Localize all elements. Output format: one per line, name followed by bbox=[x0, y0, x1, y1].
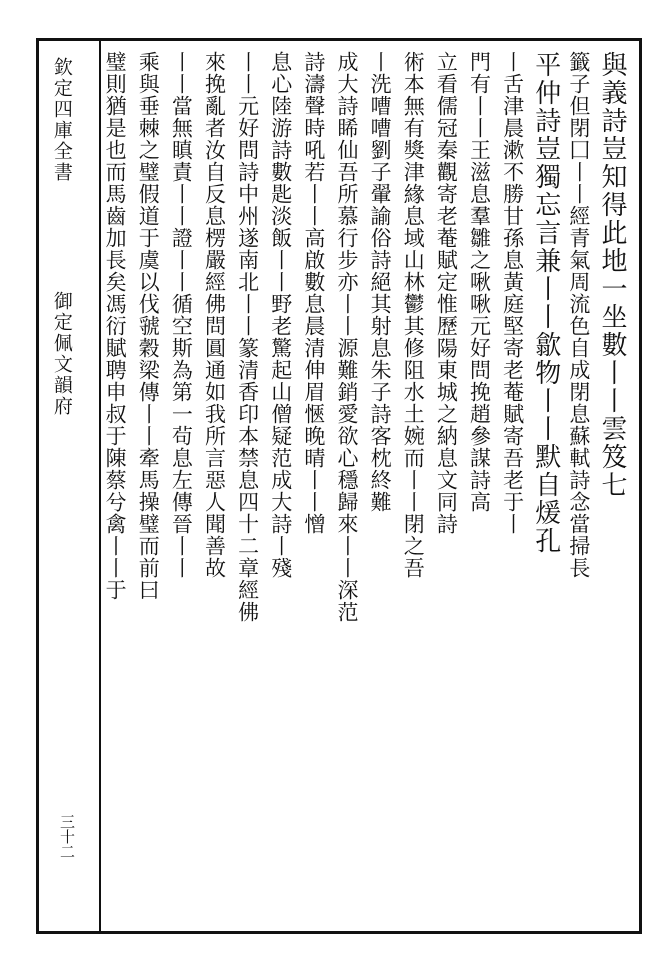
page-frame bbox=[36, 38, 642, 934]
text-column: 息心陸游詩數匙淡飯丨丨野老驚起山僧疑范成大詩丨殘 bbox=[268, 51, 293, 579]
text-column: 門有丨丨王滋息羣雛之啾啾元好問挽趙參謀詩高 bbox=[467, 51, 492, 513]
book-title: 御定佩文韻府 bbox=[50, 291, 73, 417]
text-column: 璧則猶是也而馬齒加長矣馮衍賦聘申叔于陳蔡兮禽丨丨于 bbox=[103, 51, 128, 601]
text-column: 與義詩豈知得此地一坐數丨丨雲笈七 bbox=[597, 51, 627, 499]
text-column: 詩濤聲時吼若丨丨高啟數息晨清伸眉愜晚晴丨丨憎 bbox=[301, 51, 326, 535]
text-body bbox=[103, 41, 633, 931]
text-column: 成大詩睎仙吾所慕行步亦丨丨源難銷愛欲心穩歸來丨丨深范 bbox=[335, 51, 359, 623]
text-column: 丨丨元好問詩中州遂南北丨丨篆清香印本禁息四十二章經佛 bbox=[235, 51, 260, 623]
text-column: 乘與垂棘之璧假道于虞以伐虢穀梁傳丨丨牽馬操璧而前曰 bbox=[136, 51, 161, 601]
text-column: 丨洗嘈嘈劉子翬諭俗詩絕其射息朱子詩客枕終難 bbox=[368, 51, 393, 513]
text-column: 來挽亂者汝自反息楞嚴經佛問圓通如我所言惡人聞善故 bbox=[202, 51, 227, 579]
text-column: 平仲詩豈獨忘言兼丨丨歙物丨丨默自煖孔 bbox=[530, 51, 561, 555]
text-column: 術本無有獎津緣息域山林鬱其修阻水土婉而丨丨閉之吾 bbox=[401, 51, 426, 579]
page-gutter bbox=[39, 41, 99, 931]
text-column: 丨舌津晨漱不勝甘孫息黃庭堅寄老菴賦寄吾老于丨 bbox=[500, 51, 525, 535]
page-number: 三十二 bbox=[58, 814, 76, 859]
text-column: 籤子但閉囗丨丨經青氣周流色自成閉息蘇軾詩念當掃長 bbox=[566, 51, 591, 579]
book-header: 欽定四庫全書 bbox=[50, 57, 73, 183]
text-column: 丨丨當無瞋責丨丨證丨丨循空斯為第一茍息左傳晉丨丨 bbox=[169, 51, 194, 579]
text-column: 立看儒冠秦觀寄老菴賦定惟歷陽東城之納息文同詩 bbox=[434, 51, 459, 535]
